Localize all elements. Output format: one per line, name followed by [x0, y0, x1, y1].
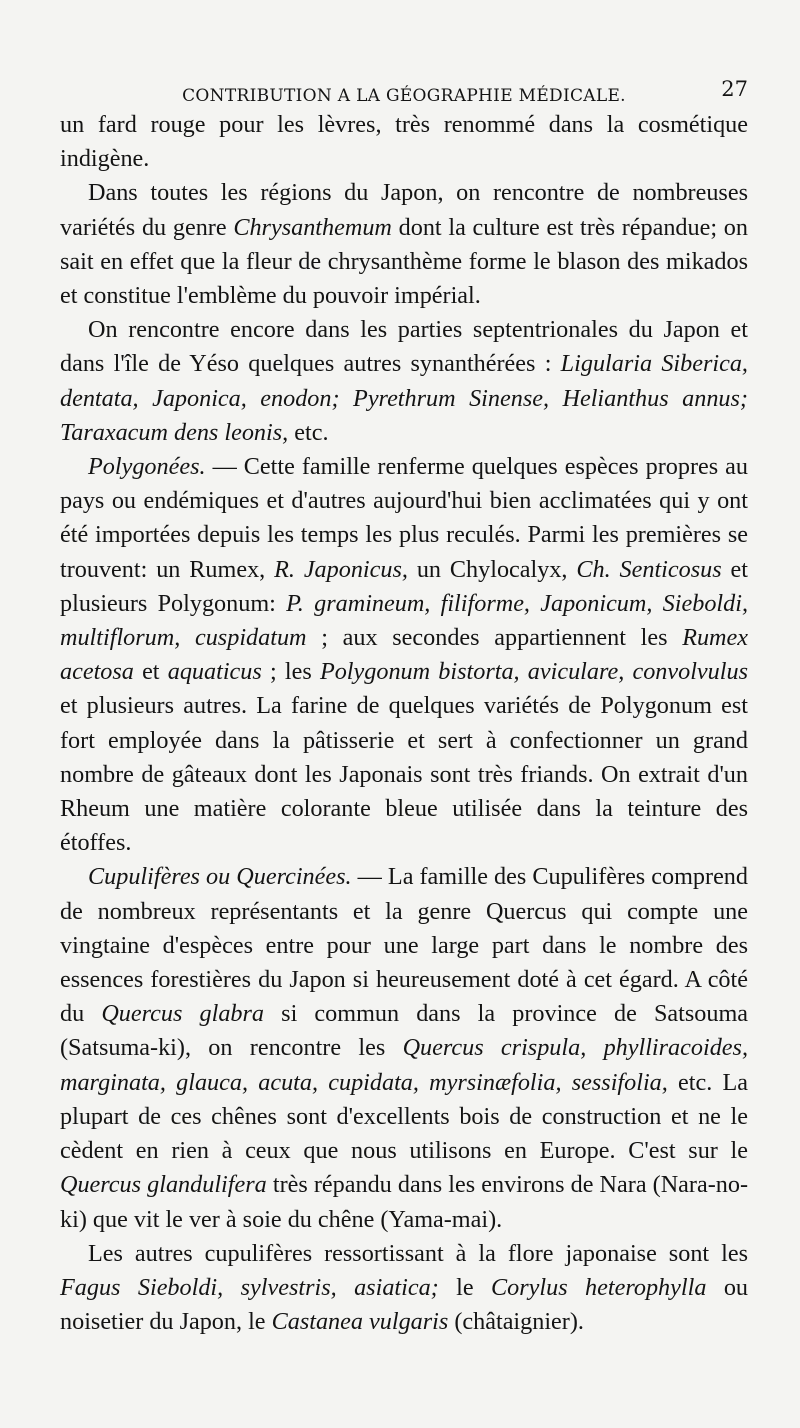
italic-run: Corylus heterophylla: [491, 1273, 707, 1301]
text-run: Les autres cupulifères ressortissant à la flore japonaise sont les: [88, 1239, 748, 1267]
italic-run: Chrysanthemum: [233, 213, 392, 241]
italic-run: Polygonum bistorta, aviculare, convolvulus: [319, 658, 748, 686]
text-run: (châtaignier).: [448, 1308, 584, 1336]
text-run: et: [133, 658, 168, 686]
italic-run: aquaticus: [167, 658, 262, 686]
italic-run: Fagus Sieboldi, sylvestris, asiatica;: [60, 1273, 439, 1301]
text-run: ; les: [261, 658, 320, 686]
text-run: un Chylocalyx,: [407, 555, 577, 583]
italic-run: R. Japonicus,: [274, 555, 408, 583]
text-run: dont la culture est très répandue; on sait en effet que la fleur de chrysanthème forme le blason des mikados et constitue l'emblème du pouvoir impérial.: [60, 213, 748, 310]
text-run: — La famille des Cupulifères comprend de nombreux représentants et la genre Quercus qui compte une vingtaine d'espèces entre pour une large part dans le nombre des essences forestières du Japon si heureusement doté à cet égard. A côté du: [60, 863, 748, 1028]
paragraph: [60, 1237, 748, 1340]
text-run: ou noisetier du Japon, le: [60, 1273, 749, 1336]
italic-run: Castanea vulgaris: [271, 1308, 449, 1336]
italic-run: Ch. Senticosus: [576, 555, 722, 583]
italic-run: Ligularia Siberica, dentata, Japonica, enodon; Pyrethrum Sinense, Helianthus annus; Taraxacum dens leonis,: [60, 350, 748, 446]
text-run: le: [438, 1273, 492, 1301]
text-run: — Cette famille renferme quelques espèces propres au pays ou endémiques et d'autres aujourd'hui bien acclimatées qui y ont été importées depuis les temps les plus reculés. Parmi les premières se trouvent: un Rumex,: [60, 453, 748, 583]
text-run: etc.: [288, 418, 329, 446]
text-run: un fard rouge pour les lèvres, très renommé dans la cosmétique indigène.: [60, 111, 748, 173]
text-run: et plusieurs Polygonum:: [60, 555, 749, 617]
text-run: ; aux secondes appartiennent les: [306, 624, 683, 652]
page-number: 27: [721, 77, 748, 101]
paragraph: [60, 450, 748, 860]
paragraph: [60, 860, 748, 1236]
page-header: [60, 0, 748, 108]
paragraph: [60, 176, 748, 313]
paragraph: [60, 313, 748, 450]
paragraph: [60, 108, 748, 176]
italic-run: Quercus glandulifera: [60, 1171, 267, 1199]
text-run: si commun dans la province de Satsouma (Satsuma-ki), on rencontre les: [60, 1000, 749, 1062]
text-run: On rencontre encore dans les parties septentrionales du Japon et dans l'île de Yéso quelques autres synanthérées :: [60, 316, 748, 378]
italic-run: P. gramineum, filiforme, Japonicum, Sieboldi, multiflorum, cuspidatum: [60, 589, 749, 652]
italic-run: Quercus crispula, phylliracoides, marginata, glauca, acuta, cupidata, myrsinæfolia, sessifolia,: [60, 1034, 748, 1096]
italic-run: Rumex acetosa: [60, 624, 748, 686]
body-text: [60, 108, 748, 1339]
text-run: etc. La plupart de ces chênes sont d'excellents bois de construction et ne le cèdent en rien à ceux que nous utilisons en Europe. C'est sur le: [60, 1068, 749, 1165]
italic-run: Cupulifères ou Quercinées.: [88, 863, 352, 891]
text-run: Dans toutes les régions du Japon, on rencontre de nombreuses variétés du genre: [60, 179, 748, 241]
running-head: CONTRIBUTION A LA GÉOGRAPHIE MÉDICALE.: [182, 86, 626, 106]
text-run: et plusieurs autres. La farine de quelques variétés de Polygonum est fort employée dans la pâtisserie et sert à confectionner un grand nombre de gâteaux dont les Japonais sont très friands. On extrait d'un Rheum une matière colorante bleue utilisée dans la teinture des étoffes.: [60, 692, 748, 857]
italic-run: Quercus glabra: [101, 1000, 265, 1028]
text-run: très répandu dans les environs de Nara (Nara-no-ki) que vit le ver à soie du chêne (Yama-mai).: [60, 1171, 748, 1233]
italic-run: Polygonées.: [88, 453, 206, 481]
